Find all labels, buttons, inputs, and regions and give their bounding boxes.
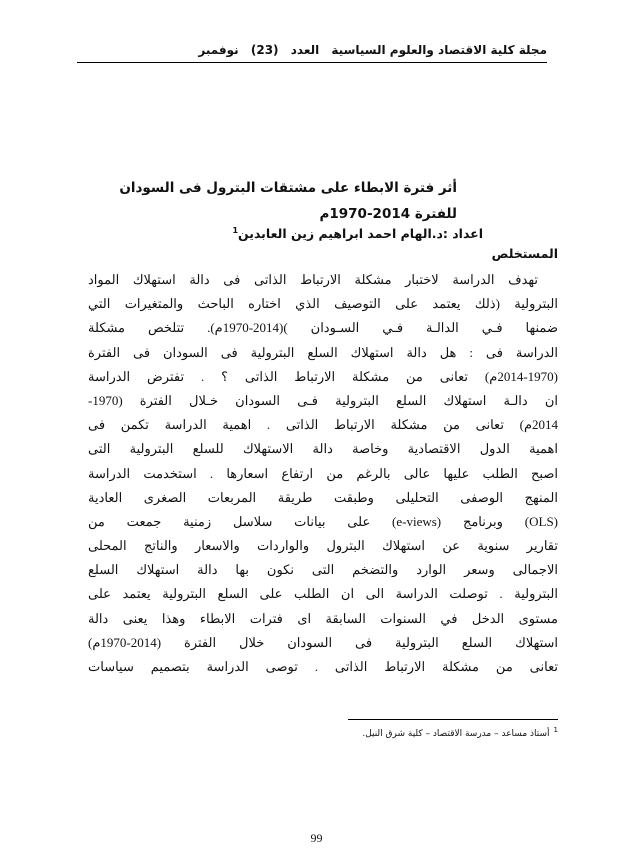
footnote	[258, 723, 558, 741]
abstract-line: اهمية الدول الاقتصادية وخاصة دالة الاستهلاك للسلع البترولية التى	[88, 441, 558, 457]
author-name: اعداد :د.الهام احمد ابراهيم زين العابدين	[238, 226, 483, 242]
title-line-1: أثر فترة الابطاء على مشتقات البترول فى السودان	[119, 180, 457, 196]
issue-number: (23)	[250, 43, 279, 57]
page-number: 99	[310, 831, 323, 845]
journal-header	[77, 42, 547, 58]
author-byline	[123, 222, 483, 243]
abstract-line: (OLS) وبرنامج (e-views) على بيانات سلاسل زمنية جمعت من	[88, 513, 558, 529]
author-footnote-marker: 1	[232, 226, 239, 235]
abstract-line: ضمنها فـي الدالـة فـي السـودان )(2014-1970م). تتلخص مشكلة	[88, 320, 558, 336]
abstract-body	[88, 268, 558, 679]
abstract-line: البترولية . توصلت الدراسة الى ان الطلب على السلع البترولية يعتمد على	[88, 586, 558, 602]
abstract-line: تهدف الدراسة لاختبار مشكلة الارتباط الذاتى فى دالة استهلاك المواد	[88, 272, 538, 287]
header-divider	[77, 62, 547, 63]
abstract-line: (2014-1970م) تعانى من مشكلة الارتباط الذاتى ؟ . تفترض الدراسة	[88, 368, 558, 384]
abstract-line: البترولية (ذلك يعتمد على التوصيف الذي اختاره الباحث والمتغيرات التي	[88, 296, 558, 312]
issue-label: العدد	[290, 43, 320, 57]
abstract-line: اصبح الطلب عليها عالى بالرغم من ارتفاع اسعارها . استخدمت الدراسة	[88, 465, 558, 481]
title-line-2: للفترة 2014-1970م	[319, 206, 457, 222]
footnote-divider	[348, 719, 558, 720]
abstract-line: مستوى الدخل في السنوات السابقة اى فترات الابطاء وهذا يعنى دالة	[88, 610, 558, 626]
article-title	[119, 175, 457, 227]
abstract-line: 2014م) تعانى من مشكلة الارتباط الذاتى . اهمية الدراسة تكمن فى	[88, 417, 558, 433]
abstract-line: تقارير سنوية عن استهلاك البترول والواردات والاسعار والناتج المحلى	[88, 538, 558, 554]
issue-month: نوفمبر	[198, 43, 239, 57]
abstract-line: استهلاك السلع البترولية فى السودان خلال الفترة (2014-1970م)	[88, 634, 558, 650]
journal-name: مجلة كلية الاقتصاد والعلوم السياسية	[331, 43, 547, 57]
footnote-marker: 1	[553, 726, 558, 734]
abstract-line: الاجمالى وسعر الوارد والتضخم التى نكون بها دالة استهلاك السلع	[88, 562, 558, 578]
abstract-line: الدراسة فى : هل دالة استهلاك السلع البترولية فى السودان فى الفترة	[88, 344, 558, 360]
abstract-line: تعانى من مشكلة الارتباط الذاتى . توصى الدراسة بتصميم سياسات	[88, 659, 558, 674]
abstract-line: المنهج الوصفى التحليلى وطبقت طريقة المربعات الصغرى العادية	[88, 489, 558, 505]
abstract-line: ان دالـة استهلاك السلع البترولية فـى السودان خـلال الفترة (1970-	[88, 392, 558, 408]
footnote-text: أستاذ مساعد – مدرسة الاقتصاد – كلية شرق النيل.	[362, 729, 550, 739]
abstract-heading: المستخلص	[491, 246, 558, 261]
